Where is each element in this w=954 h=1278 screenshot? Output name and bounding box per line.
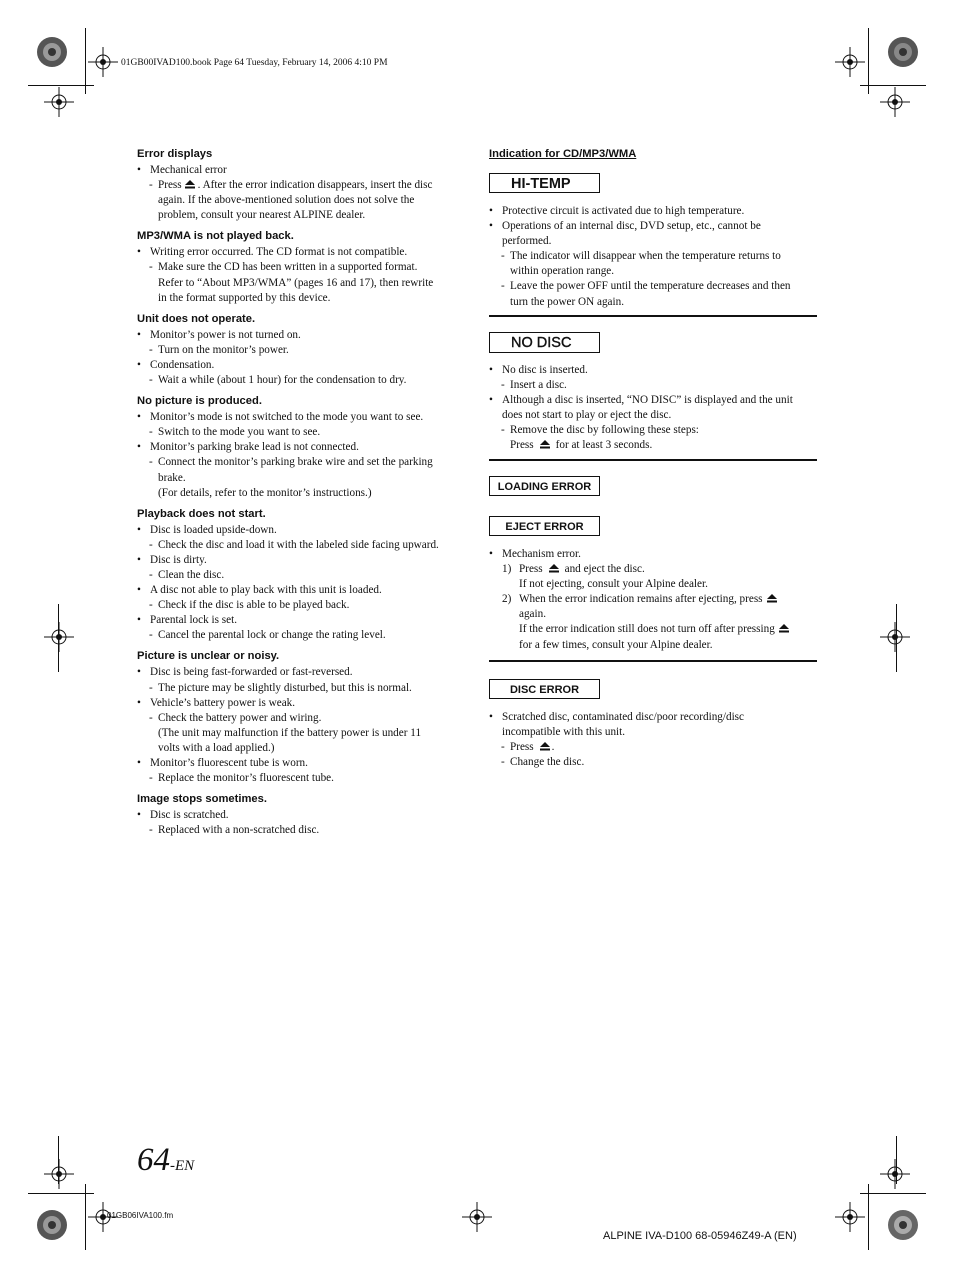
- eject-icon: [767, 594, 777, 603]
- list-item-continuation: in the format supported by this device.: [158, 291, 331, 304]
- list-item-continuation: problem, consult your nearest ALPINE dealer.: [158, 209, 366, 222]
- eject-icon: [549, 564, 559, 573]
- section-divider: [489, 660, 817, 662]
- crop-line: [860, 85, 926, 86]
- crosshair-target-icon: [835, 47, 865, 77]
- list-item: - Make sure the CD has been written in a supported format.: [137, 260, 472, 275]
- list-item: • Mechanical error: [137, 163, 472, 178]
- list-item: • Parental lock is set.: [137, 613, 472, 628]
- crop-line: [28, 85, 94, 86]
- list-item: • Writing error occurred. The CD format is not compatible.: [137, 245, 472, 260]
- list-item: - Insert a disc.: [489, 378, 824, 393]
- list-item: - Replace the monitor’s fluorescent tube.: [137, 771, 472, 786]
- registration-sunburst-icon: [36, 1209, 68, 1241]
- hi-temp-section: [489, 204, 824, 310]
- list-item: • Protective circuit is activated due to high temperature.: [489, 204, 824, 219]
- registration-sunburst-icon: [887, 36, 919, 68]
- eject-icon: [540, 440, 550, 449]
- crop-line: [28, 1193, 94, 1194]
- list-item: • Condensation.: [137, 358, 472, 373]
- list-item-continuation: Refer to “About MP3/WMA” (pages 16 and 17), then rewrite: [158, 276, 434, 289]
- list-item: - Check the battery power and wiring.: [137, 711, 472, 726]
- numbered-item-continuation: for a few times, consult your Alpine dealer.: [519, 638, 713, 651]
- disc-error-section: [489, 710, 824, 770]
- crosshair-target-icon: [880, 622, 910, 652]
- list-item: - The indicator will disappear when the temperature returns to: [489, 249, 824, 264]
- list-item: • Mechanism error.: [489, 547, 824, 562]
- list-item: • Disc is scratched.: [137, 808, 472, 823]
- list-item: - Check the disc and load it with the labeled side facing upward.: [137, 538, 472, 553]
- crosshair-target-icon: [835, 1202, 865, 1232]
- list-item-continuation: Press for at least 3 seconds.: [510, 439, 653, 452]
- eject-error-indicator: EJECT ERROR: [489, 516, 600, 536]
- no-disc-indicator: NO DISC: [489, 332, 600, 353]
- hi-temp-indicator: HI-TEMP: [489, 173, 600, 193]
- crop-line: [896, 1136, 897, 1184]
- section-title-mp3-wma: MP3/WMA is not played back.: [137, 230, 294, 243]
- list-item: - Remove the disc by following these steps:: [489, 423, 824, 438]
- numbered-item-continuation: again.: [519, 608, 547, 621]
- right-column-heading: Indication for CD/MP3/WMA: [489, 148, 637, 160]
- list-item: • Although a disc is inserted, “NO DISC” is displayed and the unit: [489, 393, 824, 408]
- list-item: - Press . After the error indication disappears, insert the disc: [137, 178, 472, 193]
- numbered-item: 1) Press and eject the disc.: [502, 563, 645, 576]
- registration-sunburst-icon: [887, 1209, 919, 1241]
- eject-icon: [185, 180, 195, 189]
- section-title-playback: Playback does not start.: [137, 507, 266, 520]
- list-item: • Disc is dirty.: [137, 553, 472, 568]
- section-title-unit: Unit does not operate.: [137, 312, 256, 325]
- crop-line: [58, 604, 59, 672]
- list-item-continuation: (The unit may malfunction if the battery power is under 11: [158, 726, 422, 739]
- list-item-continuation: turn the power ON again.: [510, 295, 625, 308]
- list-item-continuation: incompatible with this unit.: [502, 726, 626, 739]
- list-item: • Operations of an internal disc, DVD setup, etc., cannot be: [489, 219, 824, 234]
- list-item-continuation: does not start to play or eject the disc.: [502, 409, 672, 422]
- section-title-no-picture: No picture is produced.: [137, 395, 262, 408]
- eject-error-section: [489, 547, 824, 653]
- list-item: - Change the disc.: [489, 755, 824, 770]
- list-item-continuation: volts with a load applied.): [158, 741, 275, 754]
- list-item: • Monitor’s power is not turned on.: [137, 328, 472, 343]
- list-item: • Disc is loaded upside-down.: [137, 523, 472, 538]
- numbered-item-continuation: If not ejecting, consult your Alpine dealer.: [519, 578, 708, 591]
- disc-error-indicator: DISC ERROR: [489, 679, 600, 699]
- crosshair-target-icon: [44, 622, 74, 652]
- list-item: - Replaced with a non-scratched disc.: [137, 823, 472, 838]
- book-header-line: 01GB00IVAD100.book Page 64 Tuesday, February 14, 2006 4:10 PM: [121, 58, 388, 68]
- section-divider: [489, 459, 817, 461]
- crop-line: [860, 1193, 926, 1194]
- list-item-continuation: within operation range.: [510, 265, 615, 278]
- eject-icon: [779, 624, 789, 633]
- model-footer: ALPINE IVA-D100 68-05946Z49-A (EN): [603, 1230, 797, 1242]
- numbered-item-continuation: If the error indication still does not turn off after pressing: [489, 622, 824, 637]
- section-divider: [489, 315, 817, 317]
- list-item: • Monitor’s mode is not switched to the mode you want to see.: [137, 410, 472, 425]
- list-item: - Clean the disc.: [137, 568, 472, 583]
- eject-icon: [540, 742, 550, 751]
- list-item: • Disc is being fast-forwarded or fast-reversed.: [137, 665, 472, 680]
- section-title-image-stops: Image stops sometimes.: [137, 793, 267, 806]
- list-item-continuation: (For details, refer to the monitor’s instructions.): [158, 486, 372, 499]
- list-item: - Wait a while (about 1 hour) for the condensation to dry.: [137, 373, 472, 388]
- page-number: 64-EN: [137, 1142, 195, 1178]
- section-title-unclear: Picture is unclear or noisy.: [137, 650, 280, 663]
- list-item-continuation: again. If the above-mentioned solution does not solve the: [158, 194, 415, 207]
- list-item-continuation: performed.: [502, 235, 552, 248]
- crosshair-target-icon: [44, 87, 74, 117]
- file-name: 01GB06IVA100.fm: [107, 1211, 174, 1220]
- crosshair-target-icon: [462, 1202, 492, 1232]
- list-item: • Vehicle’s battery power is weak.: [137, 696, 472, 711]
- list-item: - Turn on the monitor’s power.: [137, 343, 472, 358]
- left-column: [137, 147, 472, 838]
- list-item: • No disc is inserted.: [489, 363, 824, 378]
- list-item: • Monitor’s parking brake lead is not connected.: [137, 440, 472, 455]
- numbered-item: 2) When the error indication remains after ejecting, press: [489, 592, 824, 607]
- crop-line: [58, 1136, 59, 1184]
- list-item-continuation: brake.: [158, 471, 186, 484]
- list-item: • A disc not able to play back with this unit is loaded.: [137, 583, 472, 598]
- crosshair-target-icon: [880, 1159, 910, 1189]
- registration-sunburst-icon: [36, 36, 68, 68]
- crop-line: [896, 604, 897, 672]
- section-title-error-displays: Error displays: [137, 148, 213, 160]
- list-item: - Check if the disc is able to be played back.: [137, 598, 472, 613]
- list-item: - Switch to the mode you want to see.: [137, 425, 472, 440]
- crosshair-target-icon: [880, 87, 910, 117]
- no-disc-section: [489, 363, 824, 454]
- list-item: - Cancel the parental lock or change the rating level.: [137, 628, 472, 643]
- list-item: • Scratched disc, contaminated disc/poor recording/disc: [489, 710, 824, 725]
- list-item: - The picture may be slightly disturbed, but this is normal.: [137, 681, 472, 696]
- list-item: • Monitor’s fluorescent tube is worn.: [137, 756, 472, 771]
- crosshair-target-icon: [88, 47, 118, 77]
- loading-error-indicator: LOADING ERROR: [489, 476, 600, 496]
- list-item: - Connect the monitor’s parking brake wire and set the parking: [137, 455, 472, 470]
- crosshair-target-icon: [44, 1159, 74, 1189]
- list-item: - Press .: [489, 740, 824, 755]
- list-item: - Leave the power OFF until the temperature decreases and then: [489, 279, 824, 294]
